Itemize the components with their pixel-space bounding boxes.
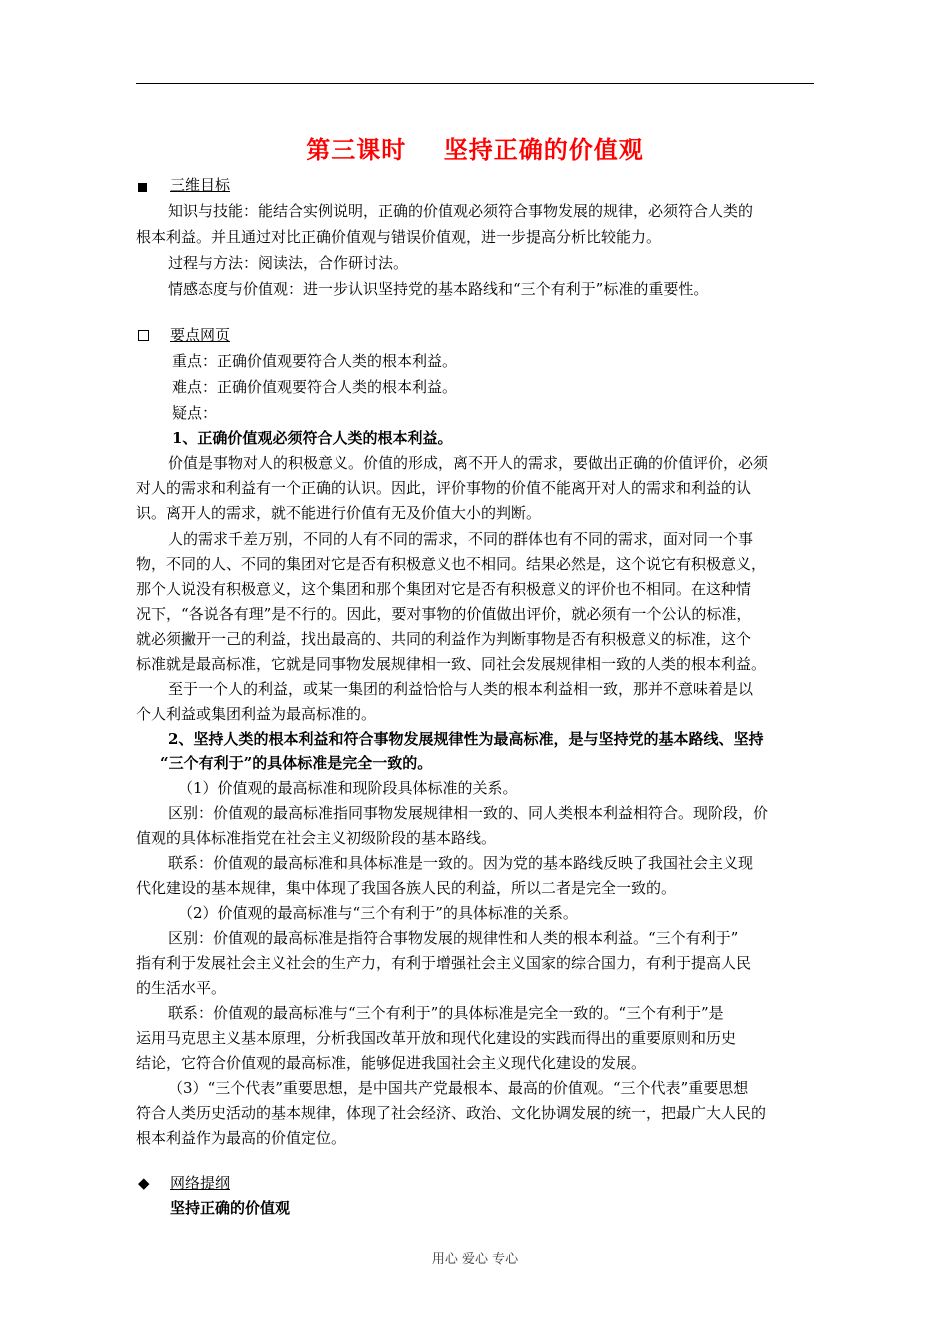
paragraph-line: 联系：价值观的最高标准和具体标准是一致的。因为党的基本路线反映了我国社会主义现 — [168, 854, 754, 872]
goals-line: 根本利益。并且通过对比正确价值观与错误价值观，进一步提高分析比较能力。 — [136, 228, 662, 246]
paragraph-line: 况下，“各说各有理”是不行的。因此，要对事物的价值做出评价，就必须有一个公认的标准， — [136, 605, 752, 623]
section-heading-keypoints: 要点网页 — [170, 326, 231, 344]
paragraph-line: 那个人说没有积极意义，这个集团和那个集团对它是否有积极意义的评价也不相同。在这种情 — [136, 580, 752, 598]
paragraph-line: 就必须撇开一己的利益，找出最高的、共同的利益作为判断事物是否有积极意义的标准，这个 — [136, 630, 752, 648]
section-heading-outline: 网络提纲 — [170, 1174, 231, 1192]
paragraph-line: 的生活水平。 — [136, 979, 227, 997]
section-heading-goals: 三维目标 — [170, 176, 231, 194]
paragraph-line: 标准就是最高标准，它就是同事物发展规律相一致、同社会发展规律相一致的人类的根本利益。 — [136, 655, 767, 673]
paragraph-line: 运用马克思主义基本原理，分析我国改革开放和现代化建设的实践而得出的重要原则和历史 — [136, 1029, 737, 1047]
paragraph-line: 指有利于发展社会主义社会的生产力，有利于增强社会主义国家的综合国力，有利于提高人民 — [136, 954, 752, 972]
header-rule — [136, 83, 814, 84]
paragraph-line: （3）“三个代表”重要思想，是中国共产党最根本、最高的价值观。“三个代表”重要思想 — [168, 1079, 749, 1097]
outline-subtitle: 坚持正确的价值观 — [170, 1199, 291, 1217]
paragraph-line: 至于一个人的利益，或某一集团的利益恰恰与人类的根本利益相一致，那并不意味着是以 — [168, 680, 754, 698]
paragraph-line: 人的需求千差万别，不同的人有不同的需求，不同的群体也有不同的需求，面对同一个事 — [168, 530, 754, 548]
paragraph-line: 符合人类历史活动的基本规律，体现了社会经济、政治、文化协调发展的统一，把最广大人民的 — [136, 1104, 767, 1122]
goals-line: 知识与技能：能结合实例说明，正确的价值观必须符合事物发展的规律，必须符合人类的 — [168, 202, 754, 220]
page-title: 第三课时 坚持正确的价值观 — [306, 135, 644, 164]
doubt-point: 疑点： — [172, 404, 218, 422]
difficult-point: 难点：正确价值观要符合人类的根本利益。 — [172, 378, 458, 396]
goals-line: 情感态度与价值观：进一步认识坚持党的基本路线和“三个有利于”标准的重要性。 — [168, 280, 709, 298]
point2-title: “三个有利于”的具体标准是完全一致的。 — [160, 754, 433, 772]
point1-title: 1、正确价值观必须符合人类的根本利益。 — [172, 429, 453, 447]
diamond-icon: ◆ — [138, 1174, 150, 1192]
hollow-square-icon — [138, 325, 149, 351]
paragraph-line: 值观的具体标准指党在社会主义初级阶段的基本路线。 — [136, 829, 497, 847]
sub-heading: （2）价值观的最高标准与“三个有利于”的具体标准的关系。 — [178, 904, 578, 922]
sub-heading: （1）价值观的最高标准和现阶段具体标准的关系。 — [178, 779, 518, 797]
paragraph-line: 区别：价值观的最高标准指同事物发展规律相一致的、同人类根本利益相符合。现阶段，价 — [168, 804, 769, 822]
paragraph-line: 物，不同的人、不同的集团对它是否有积极意义也不相同。结果必然是，这个说它有积极意义， — [136, 555, 767, 573]
paragraph-line: 结论，它符合价值观的最高标准，能够促进我国社会主义现代化建设的发展。 — [136, 1054, 647, 1072]
paragraph-line: 价值是事物对人的积极意义。价值的形成，离不开人的需求，要做出正确的价值评价，必须 — [168, 454, 769, 472]
paragraph-line: 根本利益作为最高的价值定位。 — [136, 1129, 347, 1147]
paragraph-line: 识。离开人的需求，就不能进行价值有无及价值大小的判断。 — [136, 504, 542, 522]
paragraph-line: 联系：价值观的最高标准与“三个有利于”的具体标准是完全一致的。“三个有利于”是 — [168, 1004, 724, 1022]
paragraph-line: 代化建设的基本规律，集中体现了我国各族人民的利益，所以二者是完全一致的。 — [136, 879, 677, 897]
paragraph-line: 个人利益或集团利益为最高标准的。 — [136, 705, 377, 723]
filled-square-icon — [138, 176, 147, 202]
page-footer: 用心 爱心 专心 — [431, 1252, 519, 1267]
point2-title: 2、坚持人类的根本利益和符合事物发展规律性为最高标准，是与坚持党的基本路线、坚持 — [168, 730, 764, 748]
key-point: 重点：正确价值观要符合人类的根本利益。 — [172, 352, 458, 370]
paragraph-line: 区别：价值观的最高标准是指符合事物发展的规律性和人类的根本利益。“三个有利于” — [168, 929, 739, 947]
paragraph-line: 对人的需求和利益有一个正确的认识。因此，评价事物的价值不能离开对人的需求和利益的认 — [136, 479, 752, 497]
goals-line: 过程与方法：阅读法，合作研讨法。 — [168, 254, 409, 272]
